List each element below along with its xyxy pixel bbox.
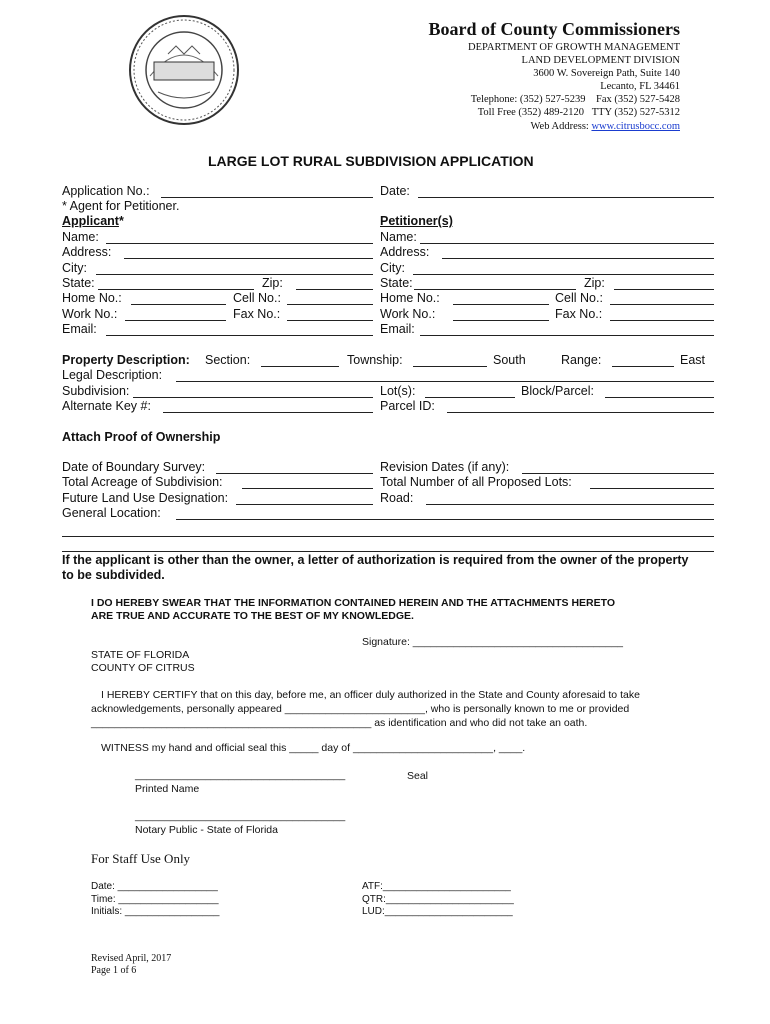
fax: Fax (352) 527-5428 (596, 94, 680, 105)
legal-description-label: Legal Description: (62, 368, 163, 382)
petitioner-home-label: Home No.: (380, 291, 440, 305)
road-label: Road: (380, 491, 414, 505)
alternate-key-label: Alternate Key #: (62, 399, 151, 413)
page-number: Page 1 of 6 (91, 965, 137, 976)
certify-line3: ________________________________________________ as identification and who did not take an oath. (91, 717, 588, 729)
applicant-cell-label: Cell No.: (233, 291, 281, 305)
proposed-lots-label: Total Number of all Proposed Lots: (380, 475, 572, 489)
applicant-fax-label: Fax No.: (233, 307, 281, 321)
applicant-address-label: Address: (62, 245, 112, 259)
boundary-survey-label: Date of Boundary Survey: (62, 460, 206, 474)
oath-line1: I DO HEREBY SWEAR THAT THE INFORMATION CONTAINED HEREIN AND THE ATTACHMENTS HERETO (91, 597, 616, 609)
total-acreage-field[interactable] (242, 488, 373, 489)
applicant-city-label: City: (62, 261, 87, 275)
road-field[interactable] (426, 504, 714, 505)
petitioner-name-label: Name: (380, 230, 417, 244)
applicant-fax-field[interactable] (287, 320, 373, 321)
general-location-field-2[interactable] (62, 536, 714, 537)
staff-use-heading: For Staff Use Only (91, 851, 191, 866)
date-field[interactable] (418, 197, 714, 198)
applicant-state-label: State: (62, 276, 95, 290)
application-no-label: Application No.: (62, 184, 150, 198)
staff-qtr-field[interactable]: QTR:_______________________ (362, 894, 514, 905)
web-label: Web Address: (530, 121, 589, 132)
petitioner-city-field[interactable] (413, 274, 714, 275)
parcel-id-field[interactable] (447, 412, 714, 413)
petitioner-cell-label: Cell No.: (555, 291, 603, 305)
county-seal-icon (128, 14, 240, 126)
subdivision-label: Subdivision: (62, 384, 130, 398)
applicant-heading (62, 214, 124, 229)
petitioner-state-field[interactable] (414, 289, 576, 290)
applicant-work-label: Work No.: (62, 307, 118, 321)
telephone: Telephone: (352) 527-5239 (470, 94, 586, 105)
petitioner-work-field[interactable] (453, 320, 549, 321)
applicant-home-field[interactable] (131, 304, 226, 305)
applicant-email-field[interactable] (106, 335, 373, 336)
block-parcel-field[interactable] (605, 397, 714, 398)
petitioner-address-label: Address: (380, 245, 430, 259)
web-link[interactable]: www.citrusbocc.com (591, 121, 680, 132)
petitioner-heading: Petitioner(s) (380, 214, 453, 228)
address-line1: 3600 W. Sovereign Path, Suite 140 (533, 68, 680, 79)
alternate-key-field[interactable] (163, 412, 373, 413)
subdivision-field[interactable] (133, 397, 373, 398)
general-location-field[interactable] (176, 519, 714, 520)
general-location-label: General Location: (62, 506, 161, 520)
lots-label: Lot(s): (380, 384, 416, 398)
petitioner-fax-field[interactable] (610, 320, 714, 321)
printed-name-field[interactable]: ____________________________________ (135, 769, 346, 781)
authorization-note-line1: If the applicant is other than the owner, a letter of authorization is required from the owner of the property (62, 553, 689, 567)
section-label: Section: (205, 353, 251, 367)
range-label: Range: (561, 353, 602, 367)
petitioner-home-field[interactable] (453, 304, 549, 305)
state-of-florida: STATE OF FLORIDA (91, 649, 190, 661)
date-label: Date: (380, 184, 410, 198)
witness-line: WITNESS my hand and official seal this _____ day of ________________________, ____. (101, 742, 526, 754)
applicant-email-label: Email: (62, 322, 97, 336)
boundary-survey-field[interactable] (216, 473, 373, 474)
section-field[interactable] (261, 366, 339, 367)
seal-label: Seal (407, 770, 429, 782)
notary-label: Notary Public - State of Florida (135, 824, 278, 836)
petitioner-city-label: City: (380, 261, 405, 275)
east-label: East (680, 353, 706, 367)
certify-line1: I HEREBY CERTIFY that on this day, before me, an officer duly authorized in the State and County aforesaid to take (101, 689, 640, 701)
petitioner-cell-field[interactable] (610, 304, 714, 305)
applicant-heading-text: Applicant (62, 214, 119, 228)
applicant-zip-label: Zip: (262, 276, 283, 290)
staff-lud-field[interactable]: LUD:_______________________ (362, 906, 513, 917)
property-description-heading: Property Description: (62, 353, 190, 367)
proposed-lots-field[interactable] (590, 488, 714, 489)
staff-date-field[interactable]: Date: __________________ (91, 881, 218, 892)
petitioner-work-label: Work No.: (380, 307, 436, 321)
petitioner-zip-field[interactable] (614, 289, 714, 290)
applicant-home-label: Home No.: (62, 291, 122, 305)
petitioner-name-field[interactable] (420, 243, 714, 244)
petitioner-state-label: State: (380, 276, 413, 290)
future-land-use-label: Future Land Use Designation: (62, 491, 229, 505)
phone-fax-line (471, 93, 680, 106)
petitioner-zip-label: Zip: (584, 276, 605, 290)
revised-date: Revised April, 2017 (91, 953, 172, 964)
parcel-id-label: Parcel ID: (380, 399, 435, 413)
division-name: LAND DEVELOPMENT DIVISION (521, 55, 680, 66)
application-no-field[interactable] (161, 197, 373, 198)
county-of-citrus: COUNTY OF CITRUS (91, 662, 195, 674)
future-land-use-field[interactable] (236, 504, 373, 505)
revision-dates-label: Revision Dates (if any): (380, 460, 510, 474)
petitioner-email-field[interactable] (420, 335, 714, 336)
lots-field[interactable] (425, 397, 515, 398)
form-title: LARGE LOT RURAL SUBDIVISION APPLICATION (208, 153, 534, 169)
petitioner-address-field[interactable] (442, 258, 714, 259)
applicant-name-field[interactable] (106, 243, 373, 244)
applicant-cell-field[interactable] (287, 304, 373, 305)
applicant-name-label: Name: (62, 230, 99, 244)
block-parcel-label: Block/Parcel: (521, 384, 594, 398)
section-divider (62, 551, 714, 552)
dept-name: DEPARTMENT OF GROWTH MANAGEMENT (468, 42, 680, 53)
certify-line2: acknowledgements, personally appeared ________________________, who is personally known to me or provided (91, 703, 630, 715)
oath-line2: ARE TRUE AND ACCURATE TO THE BEST OF MY KNOWLEDGE. (91, 610, 414, 622)
tollfree-tty-line (478, 106, 680, 119)
staff-time-field[interactable]: Time: __________________ (91, 894, 219, 905)
signature-line[interactable]: Signature: ____________________________________ (362, 636, 624, 648)
revision-dates-field[interactable] (522, 473, 714, 474)
ownership-heading: Attach Proof of Ownership (62, 430, 221, 444)
applicant-star: * (118, 214, 124, 228)
staff-initials-field[interactable]: Initials: _________________ (91, 906, 220, 917)
toll-free: Toll Free (352) 489-2120 (477, 107, 585, 118)
address-line2: Lecanto, FL 34461 (600, 81, 680, 92)
applicant-zip-field[interactable] (296, 289, 373, 290)
legal-description-field[interactable] (176, 381, 714, 382)
total-acreage-label: Total Acreage of Subdivision: (62, 475, 223, 489)
staff-atf-field[interactable]: ATF:_______________________ (362, 881, 511, 892)
printed-name-label: Printed Name (135, 783, 200, 795)
township-label: Township: (347, 353, 403, 367)
agent-note: * Agent for Petitioner. (62, 199, 180, 213)
tty: TTY (352) 527-5312 (591, 107, 680, 118)
board-title: Board of County Commissioners (428, 19, 680, 39)
south-label: South (493, 353, 526, 367)
applicant-city-field[interactable] (96, 274, 373, 275)
notary-field[interactable]: ____________________________________ (135, 810, 346, 822)
petitioner-fax-label: Fax No.: (555, 307, 603, 321)
web-line (530, 120, 680, 133)
authorization-note-line2: to be subdivided. (62, 568, 165, 582)
township-field[interactable] (413, 366, 487, 367)
applicant-work-field[interactable] (125, 320, 226, 321)
petitioner-email-label: Email: (380, 322, 415, 336)
applicant-address-field[interactable] (124, 258, 373, 259)
applicant-state-field[interactable] (98, 289, 254, 290)
range-field[interactable] (612, 366, 674, 367)
